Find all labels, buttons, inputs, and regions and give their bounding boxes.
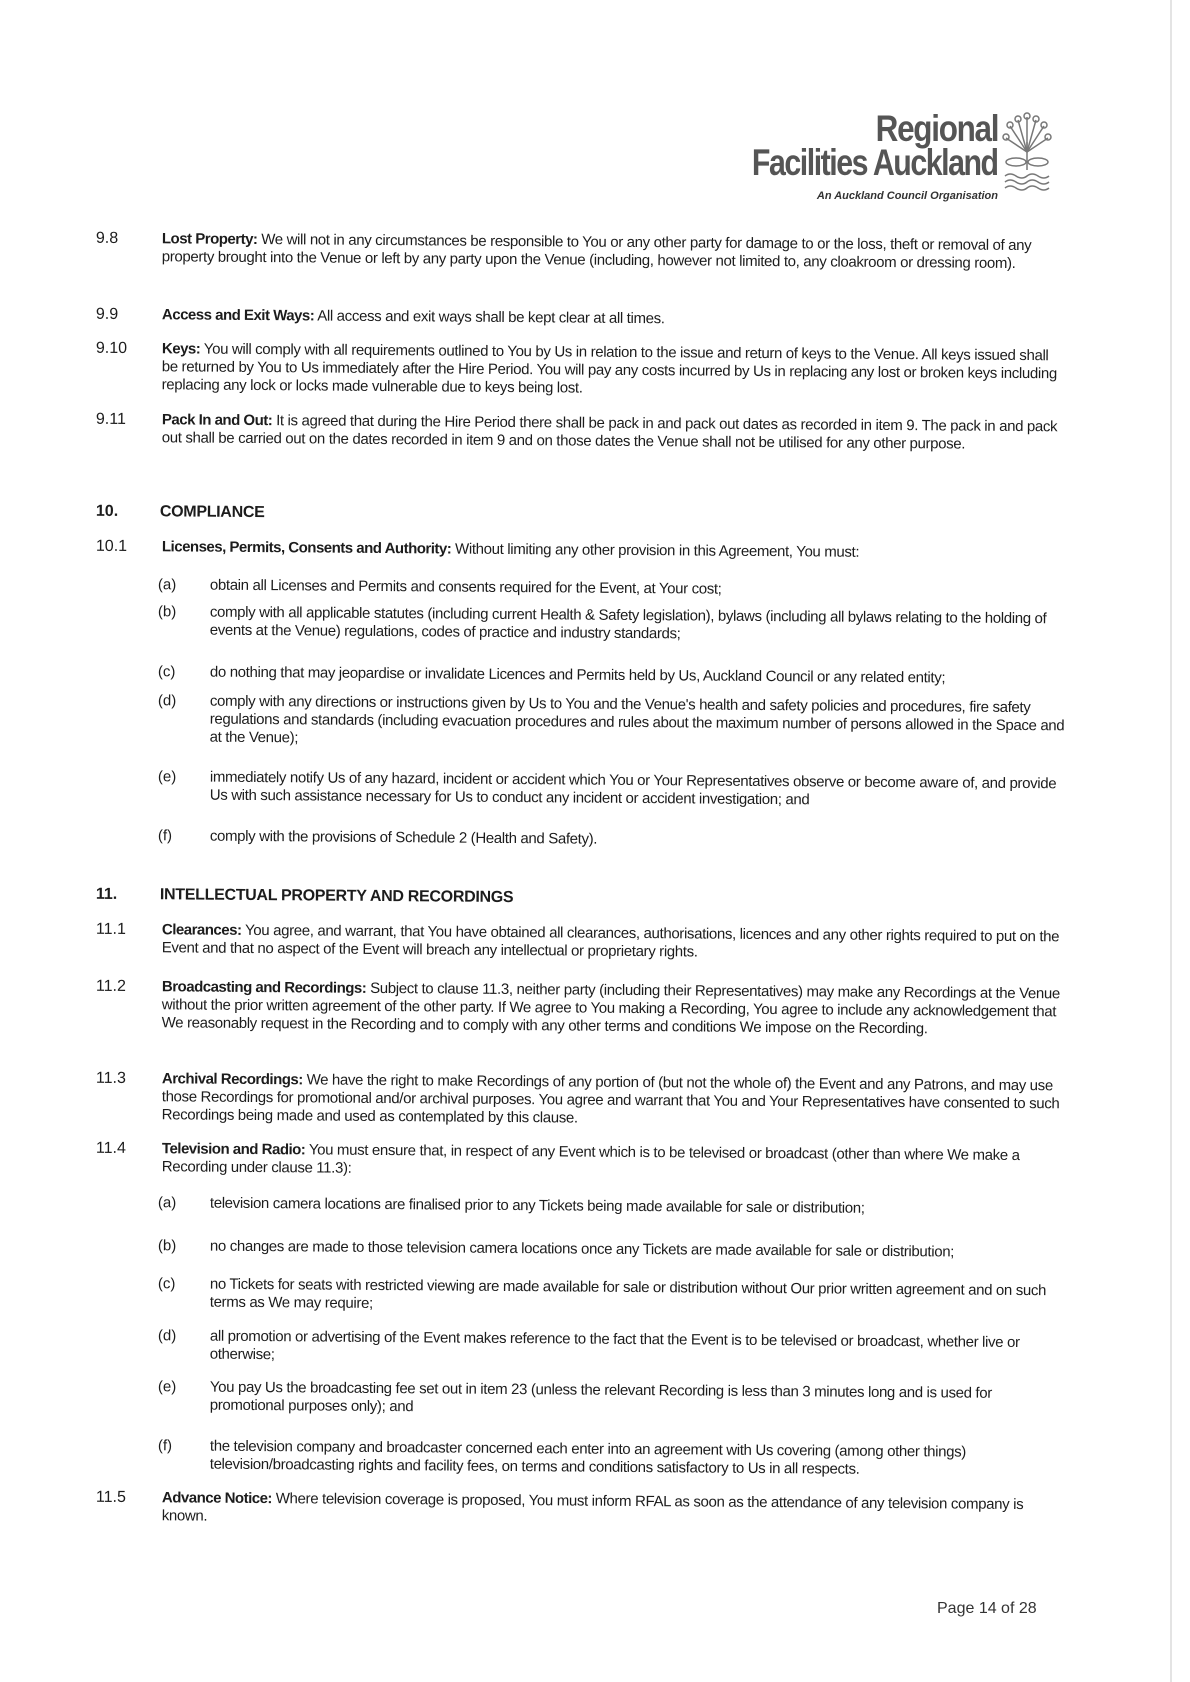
logo-tagline: An Auckland Council Organisation <box>816 190 998 202</box>
clause-body: You agree, and warrant, that You have obtained all clearances, authorisations, licences and any other rights required to put on the Event and that no aspect of the Event will breach any intellectual or proprietary rights. <box>161 921 1060 961</box>
sub-clause-label: (a) <box>157 576 177 594</box>
section-title: INTELLECTUAL PROPERTY AND RECORDINGS <box>159 886 514 907</box>
clause-title: Television and Radio: <box>161 1140 306 1159</box>
sub-clause <box>0 1274 1190 1312</box>
sub-clause <box>0 1436 1190 1478</box>
sub-clause-text: no Tickets for seats with restricted viewing are made available for sale or distribution without Our prior written agreement and on such terms as We may require; <box>209 1275 1047 1312</box>
clause-number: 9.10 <box>95 339 128 357</box>
clause-text <box>162 411 1067 454</box>
logo-line1: Regional <box>875 108 998 149</box>
sub-clause-label: (c) <box>157 1275 176 1293</box>
clause <box>0 229 1190 272</box>
sub-clause-label: (f) <box>157 827 173 845</box>
sub-clause-label: (d) <box>157 692 177 710</box>
sub-clause-text: You pay Us the broadcasting fee set out in item 23 (unless the relevant Recording is less than 3 minutes long and is used for promotional purposes only); and <box>209 1378 992 1416</box>
clause <box>0 410 1190 453</box>
clause-title: Keys: <box>161 340 201 358</box>
clause-text <box>162 978 1067 1039</box>
sub-clause <box>0 691 1190 747</box>
sub-clause <box>0 1236 1190 1261</box>
clause-title: Advance Notice: <box>161 1489 273 1508</box>
sub-clause-label: (b) <box>157 603 177 621</box>
clause <box>0 1139 1190 1177</box>
sub-clause <box>0 1326 1190 1364</box>
clause-number: 11.1 <box>95 920 126 938</box>
clause-body: Where television coverage is proposed, You must inform RFAL as soon as the attendance of any television company is known. <box>161 1490 1024 1525</box>
sub-clause-label: (c) <box>157 663 176 681</box>
clause-number: 11.2 <box>95 977 126 995</box>
sub-clause <box>0 1377 1190 1416</box>
sub-clause-label: (d) <box>157 1327 177 1345</box>
clause-title: Access and Exit Ways: <box>161 306 315 325</box>
section-heading <box>0 502 1190 522</box>
clause-number: 9.8 <box>95 229 119 247</box>
section-number: 11. <box>95 885 118 903</box>
clause-text <box>162 230 1067 273</box>
sub-clause <box>0 826 1190 848</box>
clause-title: Broadcasting and Recordings: <box>161 978 367 997</box>
clause-number: 11.5 <box>95 1488 126 1506</box>
rfa-logo <box>752 108 1060 208</box>
sub-clause-text: comply with any directions or instructions given by Us to You and the Venue's health and safety policies and procedures, fire safety regulations and standards (including evacuation procedures and rules about the maximum number of persons allowed in the Space and at the Venue); <box>209 692 1065 747</box>
clause-text <box>162 340 1067 401</box>
sub-clause-text: no changes are made to those television camera locations once any Tickets are made available for sale or distribution; <box>209 1237 955 1261</box>
clause-text <box>162 921 1067 964</box>
clause-body: You will comply with all requirements outlined to You by Us in relation to the issue and return of keys to the Venue. All keys issued shall be returned by You to Us immediately after the Hire Period. You will pay any costs incurred by Us in replacing any lost or broken keys including replacing any lock or locks made vulnerable due to keys being lost. <box>161 340 1057 397</box>
clause-text <box>162 1070 1067 1131</box>
clause-body: We have the right to make Recordings of any portion of (but not the whole of) the Event and any Patrons, and may use those Recordings for promotional and/or archival purposes. You agree and warrant that You and Your Representatives have consented to such Recordings being made and used as contemplated by this clause. <box>161 1071 1060 1127</box>
clause-title: Licenses, Permits, Consents and Authority: <box>161 538 452 558</box>
clause-number: 9.9 <box>95 305 119 323</box>
clause <box>0 1488 1190 1525</box>
clause-title: Archival Recordings: <box>161 1070 303 1089</box>
sub-clause-text: comply with the provisions of Schedule 2 (Health and Safety). <box>209 827 598 848</box>
sub-clause-text: immediately notify Us of any hazard, incident or accident which You or Your Representatives observe or become aware of, and provide Us with such assistance necessary for Us to conduct any incident or accident investigation; and <box>209 768 1057 809</box>
pohutukawa-emblem-icon <box>1002 112 1052 198</box>
sub-clause-label: (a) <box>157 1194 177 1212</box>
section-number: 10. <box>95 502 119 520</box>
sub-clause-text: comply with all applicable statutes (including current Health & Safety legislation), bylaws (including all bylaws relating to the holding of events at the Venue) regulations, codes of practice and industry standards; <box>209 603 1047 643</box>
sub-clause-text: do nothing that may jeopardise or invalidate Licences and Permits held by Us, Auckland Council or any related entity; <box>209 663 946 687</box>
clause-body: Subject to clause 11.3, neither party (including their Representatives) may make any Recordings at the Venue without the prior written agreement of the other party. If We agree to You making a Recording, You agree to include any acknowledgement that We reasonably request in the Recording and to comply with any other terms and conditions We impose on the Recording. <box>161 979 1060 1038</box>
sub-clause <box>0 1193 1190 1217</box>
sub-clause-text: television camera locations are finalised prior to any Tickets being made available for sale or distribution; <box>209 1194 865 1217</box>
clause-number: 10.1 <box>95 537 128 555</box>
clause <box>0 305 1190 328</box>
sub-clause-text: obtain all Licenses and Permits and consents required for the Event, at Your cost; <box>209 576 722 598</box>
clause-text <box>162 538 1067 563</box>
clause-number: 11.4 <box>95 1139 126 1157</box>
section-heading <box>0 885 1190 907</box>
clause <box>0 339 1190 397</box>
clause-body: Without limiting any other provision in this Agreement, You must: <box>451 540 860 561</box>
section-title: COMPLIANCE <box>159 503 265 522</box>
sub-clause-text: the television company and broadcaster concerned each enter into an agreement with Us covering (among other things) television/broadcasting rights and facility fees, on terms and conditions satisfactory to Us in all respects. <box>209 1437 967 1478</box>
logo-line2: Facilities Auckland <box>752 142 998 183</box>
clause-title: Clearances: <box>161 921 242 939</box>
clause-title: Pack In and Out: <box>161 411 273 430</box>
sub-clause <box>0 575 1190 598</box>
clause <box>0 537 1190 561</box>
sub-clause <box>0 767 1190 809</box>
clause-body: All access and exit ways shall be kept clear at all times. <box>314 307 665 328</box>
clause <box>0 1069 1190 1127</box>
clause <box>0 920 1190 961</box>
clause-number: 9.11 <box>95 410 126 428</box>
clause-number: 11.3 <box>95 1069 126 1087</box>
scan-edge <box>1170 0 1172 1682</box>
page-number: Page 14 of 28 <box>937 1600 1037 1617</box>
clause-body: We will not in any circumstances be responsible to You or any other party for damage to or the loss, theft or removal of any property brought into the Venue or left by any party upon the Venue (including, however not limited to, any cloakroom or dressing room). <box>161 231 1032 272</box>
clause-title: Lost Property: <box>161 230 258 249</box>
clause-body: It is agreed that during the Hire Period there shall be pack in and pack out dates as recorded in item 9. The pack in and pack out shall be carried out on the dates recorded in item 9 and on those dates the Venue shall not be utilised for any other purpose. <box>161 412 1058 453</box>
clause <box>0 977 1190 1038</box>
sub-clause-label: (e) <box>157 768 177 786</box>
clause-text <box>162 1489 1067 1532</box>
clause-text <box>162 306 1067 331</box>
sub-clause-label: (b) <box>157 1237 177 1255</box>
sub-clause-label: (f) <box>157 1437 173 1455</box>
clause-body: You must ensure that, in respect of any Event which is to be televised or broadcast (other than where We make a Recording under clause 11.3): <box>161 1141 1020 1177</box>
sub-clause <box>0 662 1190 687</box>
clause-text <box>162 1140 1067 1183</box>
sub-clause <box>0 602 1190 643</box>
sub-clause-label: (e) <box>157 1378 177 1396</box>
sub-clause-text: all promotion or advertising of the Event makes reference to the fact that the Event is to be televised or broadcast, whether live or otherwise; <box>209 1327 1020 1364</box>
